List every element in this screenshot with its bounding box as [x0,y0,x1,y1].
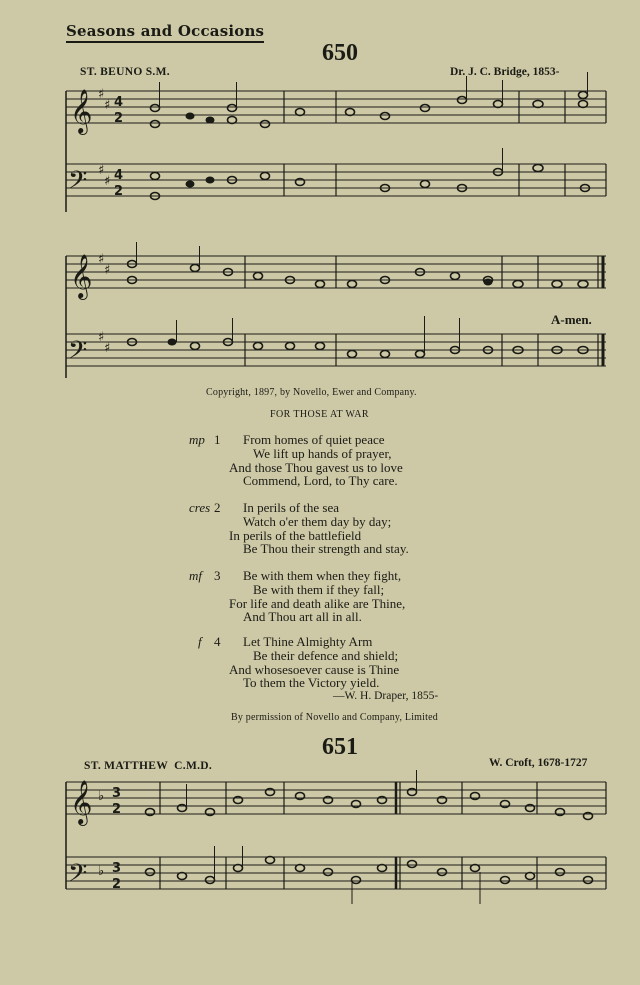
hymn-651-tune-name: ST. MATTHEW C.M.D. [84,760,213,772]
treble-clef-icon: 𝄞 [70,254,93,298]
sharp-icon: ♯ [104,98,111,113]
sharp-icon: ♯ [104,174,111,189]
bass-clef-icon: 𝄢 [68,166,88,201]
time-signature-top: 3 [112,861,122,876]
stanza-line: Commend, Lord, to Thy care. [243,473,398,488]
hymn-651-number: 651 [322,734,358,760]
filled-noteheads [168,113,493,346]
time-signature-top: 4 [114,95,124,110]
hymn-651-bass-staff [66,857,606,889]
flat-icon: ♭ [98,864,105,879]
hymn-650-tune-name: ST. BEUNO S.M. [80,66,170,78]
stanza-line: And those Thou gavest us to love [229,460,403,475]
time-signature-bottom: 2 [112,877,122,892]
stanza-line: From homes of quiet peace [243,432,385,447]
treble-clef-icon: 𝄞 [70,780,93,824]
sharp-icon: ♯ [104,263,111,278]
sharp-icon: ♯ [98,330,105,345]
hymn-650-permission: By permission of Novello and Company, Limited [231,712,438,723]
stanza-line: Be Thou their strength and stay. [243,541,409,556]
stanza-3-dynamic: mf [189,568,202,583]
stanza-line: For life and death alike are Thine, [229,596,406,611]
stanza-line: In perils of the sea [243,500,340,515]
stanza-line: Watch o'er them day by day; [243,514,392,529]
stanza-line: In perils of the battlefield [229,528,362,543]
stanza-line: And whosesoever cause is Thine [229,662,400,677]
section-header: Seasons and Occasions [66,22,264,43]
time-signature-bottom: 2 [112,802,122,817]
sharp-icon: ♯ [104,341,111,356]
time-signature-bottom: 2 [114,184,124,199]
stanza-line: Be with them when they fight, [243,568,402,583]
stanza-line: We lift up hands of prayer, [253,446,392,461]
time-signature-top: 4 [114,168,124,183]
hymn-650-author: —W. H. Draper, 1855- [333,690,439,702]
stanza-3-number: 3 [214,568,221,583]
sharp-icon: ♯ [98,163,105,178]
sharp-icon: ♯ [98,252,105,267]
time-signature-bottom: 2 [114,111,124,126]
stanza-4-number: 4 [214,634,221,649]
stanza-2-number: 2 [214,500,221,515]
stanza-2-dynamic: cres [189,500,211,515]
flat-icon: ♭ [98,789,105,804]
treble-clef-icon: 𝄞 [70,89,93,133]
stanza-line: To them the Victory yield. [243,675,380,690]
bass-clef-icon: 𝄢 [68,336,88,371]
stanza-1-number: 1 [214,432,221,447]
stanza-line: And Thou art all in all. [243,609,362,624]
hymn-650-composer: Dr. J. C. Bridge, 1853- [450,66,560,78]
sharp-icon: ♯ [98,87,105,102]
stanza-1-dynamic: mp [189,432,205,447]
hymn-650-copyright: Copyright, 1897, by Novello, Ewer and Company. [206,387,417,398]
stanza-line: Be their defence and shield; [253,648,399,663]
stanza-4-dynamic: f [198,634,202,649]
hymn-651-composer: W. Croft, 1678-1727 [489,757,588,769]
stanza-line: Be with them if they fall; [253,582,385,597]
hymn-650-number: 650 [322,40,358,66]
hymn-650-amen: A-men. [551,312,592,327]
hymn-650-text-title: FOR THOSE AT WAR [270,409,369,420]
time-signature-top: 3 [112,786,122,801]
stanza-line: Let Thine Almighty Arm [243,634,373,649]
bass-clef-icon: 𝄢 [68,859,88,894]
